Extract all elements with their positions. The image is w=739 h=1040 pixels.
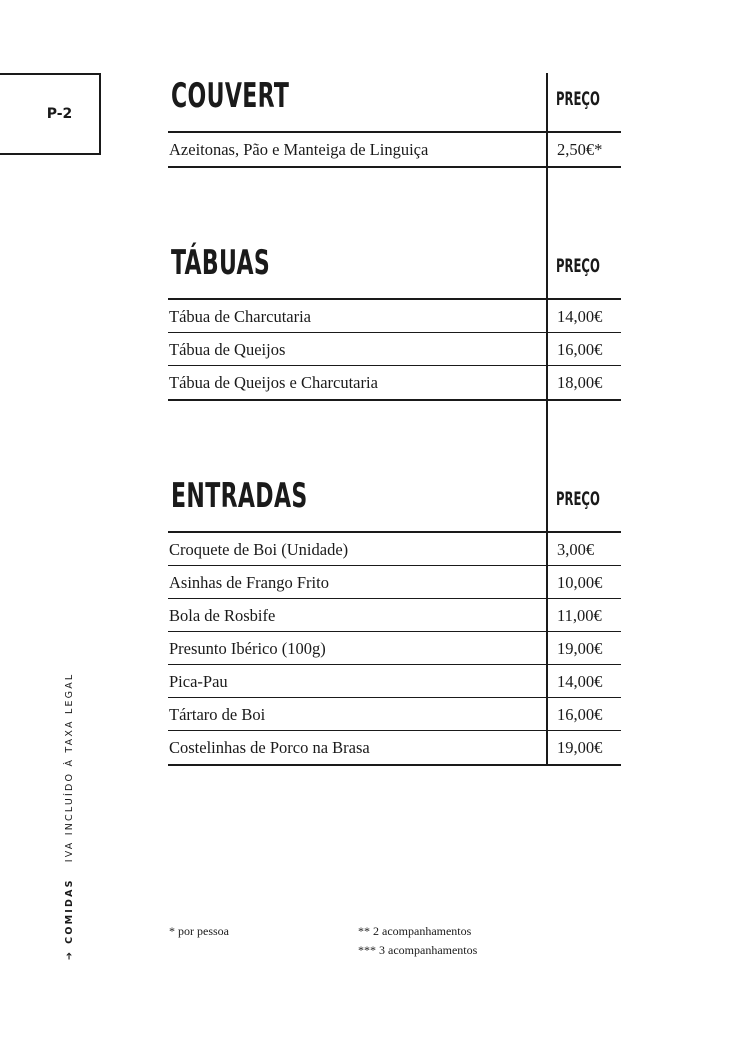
item-price: 14,00€ <box>557 307 603 326</box>
price-column-label: PREÇO <box>556 488 600 510</box>
item-price: 19,00€ <box>557 738 603 757</box>
item-name: Pica-Pau <box>169 672 228 691</box>
footnote-text: ** 2 acompanhamentos <box>358 924 472 938</box>
section-header <box>168 240 621 298</box>
menu-item <box>168 665 621 698</box>
menu-item <box>168 366 621 399</box>
price-column-label: PREÇO <box>556 88 600 110</box>
menu-items <box>168 131 621 168</box>
menu-item <box>168 599 621 632</box>
page-number: P-2 <box>46 106 73 122</box>
section-header <box>168 73 621 131</box>
vat-note: IVA INCLUÍDO À TAXA LEGAL <box>64 672 75 863</box>
footnote-text: *** 3 acompanhamentos <box>358 943 478 957</box>
footnote-per-person <box>169 922 229 941</box>
item-price: 3,00€ <box>557 540 595 559</box>
item-name: Tábua de Queijos <box>169 340 286 359</box>
side-category-label <box>64 673 76 960</box>
item-name: Azeitonas, Pão e Manteiga de Linguiça <box>169 140 429 159</box>
section-title: ENTRADAS <box>171 476 308 516</box>
page-number-tag <box>0 73 101 155</box>
footnote-sides <box>358 922 477 960</box>
menu-items <box>168 531 621 766</box>
section-title: TÁBUAS <box>171 243 271 283</box>
price-column-label: PREÇO <box>556 255 600 277</box>
menu-item <box>168 133 621 166</box>
menu-item <box>168 333 621 366</box>
item-name: Presunto Ibérico (100g) <box>169 639 326 658</box>
category-label: COMIDAS <box>64 878 75 944</box>
menu-item <box>168 731 621 764</box>
item-price: 19,00€ <box>557 639 603 658</box>
item-price: 16,00€ <box>557 705 603 724</box>
item-price: 11,00€ <box>557 606 602 625</box>
item-name: Tártaro de Boi <box>169 705 266 724</box>
item-price: 2,50€* <box>557 140 603 159</box>
section-tabuas <box>168 240 621 401</box>
menu-items <box>168 298 621 401</box>
footnote-text: * por pessoa <box>169 924 229 938</box>
menu-item <box>168 300 621 333</box>
item-price: 18,00€ <box>557 373 603 392</box>
section-couvert <box>168 73 621 168</box>
menu-item <box>168 533 621 566</box>
item-price: 16,00€ <box>557 340 603 359</box>
item-name: Tábua de Charcutaria <box>169 307 312 326</box>
item-name: Bola de Rosbife <box>169 606 276 625</box>
section-header <box>168 473 621 531</box>
item-price: 10,00€ <box>557 573 603 592</box>
item-name: Costelinhas de Porco na Brasa <box>169 738 370 757</box>
item-name: Croquete de Boi (Unidade) <box>169 540 349 559</box>
section-entradas <box>168 473 621 766</box>
arrow-icon: ➔ <box>64 949 75 960</box>
menu-item <box>168 566 621 599</box>
menu-item <box>168 632 621 665</box>
menu-item <box>168 698 621 731</box>
item-name: Tábua de Queijos e Charcutaria <box>169 373 378 392</box>
item-name: Asinhas de Frango Frito <box>169 573 329 592</box>
item-price: 14,00€ <box>557 672 603 691</box>
section-title: COUVERT <box>171 76 290 116</box>
